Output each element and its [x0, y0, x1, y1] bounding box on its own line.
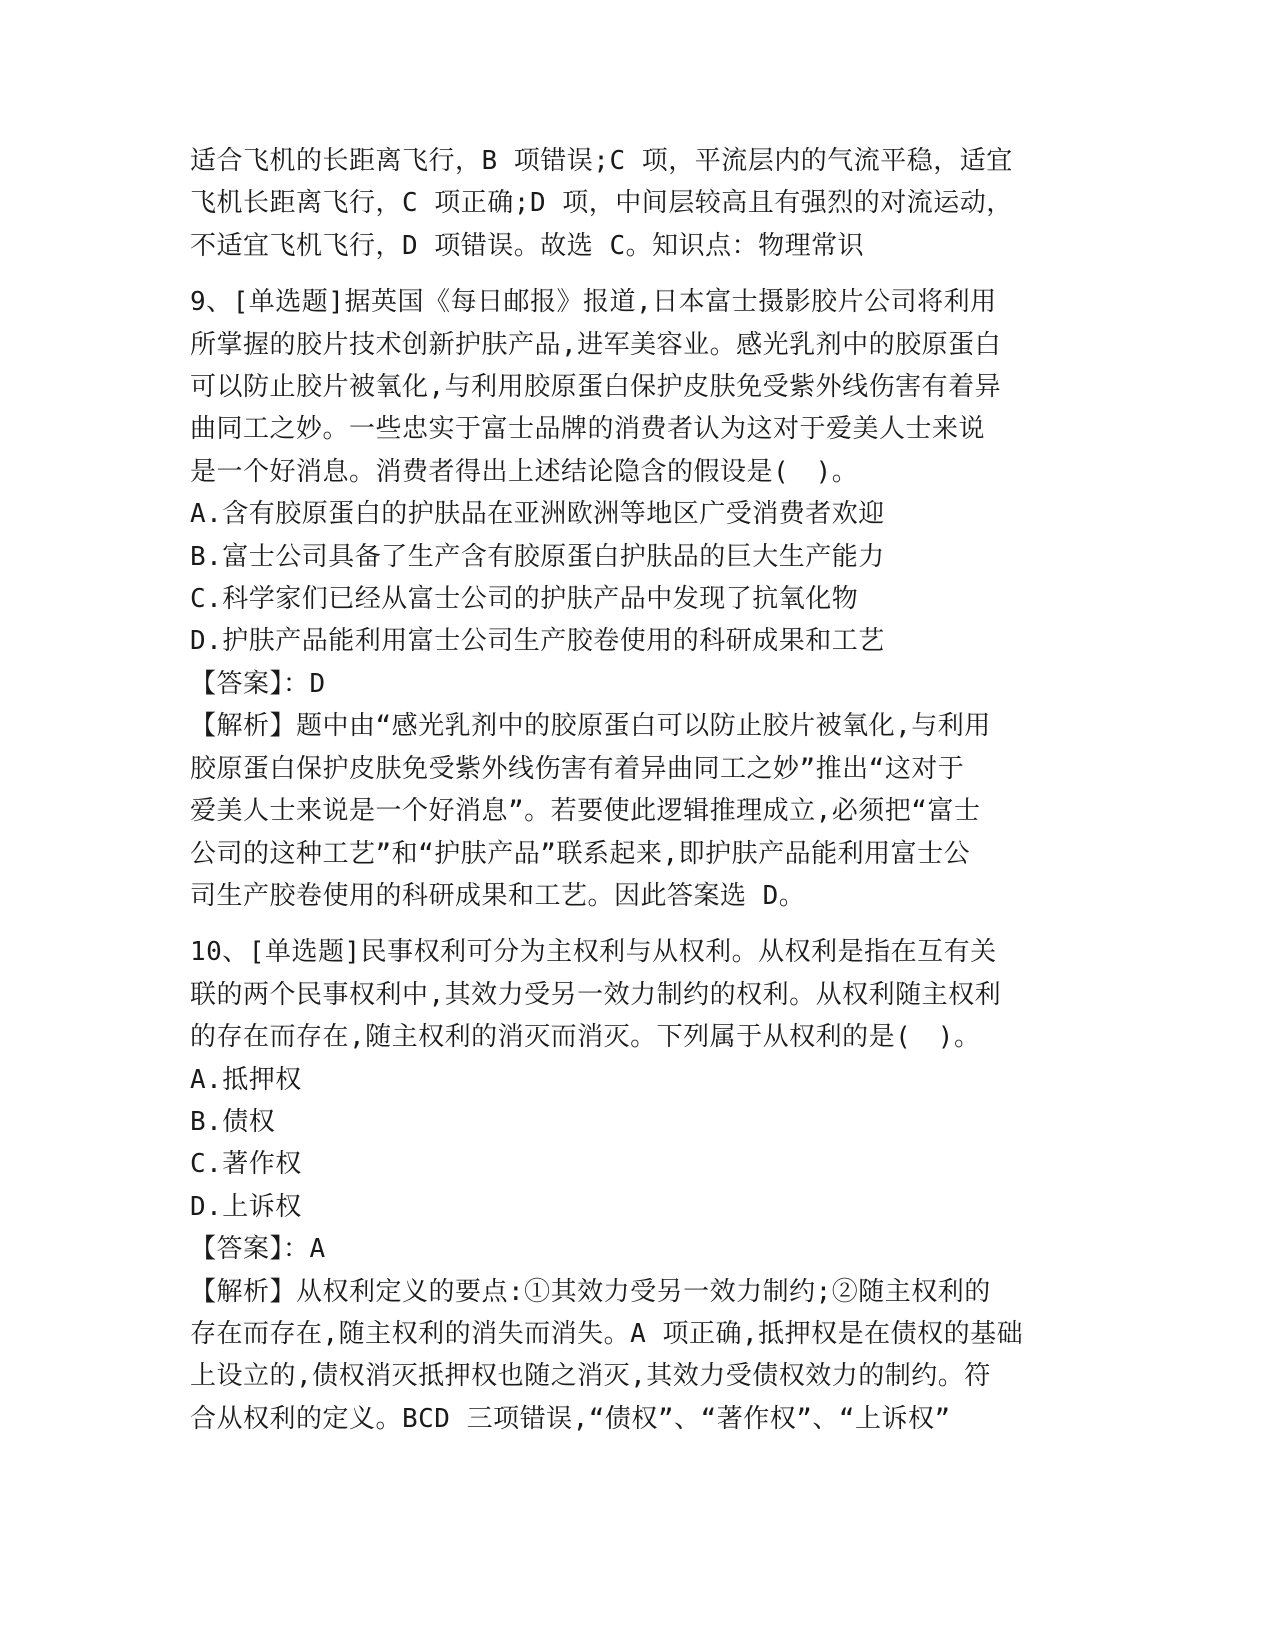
question-9	[190, 281, 1090, 917]
analysis-line: 司生产胶卷使用的科研成果和工艺。因此答案选 D。	[190, 880, 806, 911]
continuation-paragraph	[190, 140, 1090, 267]
analysis-line: 公司的这种工艺”和“护肤产品”联系起来,即护肤产品能利用富士公	[190, 838, 971, 869]
text-line: 适合飞机的长距离飞行，B 项错误;C 项，平流层内的气流平稳，适宜	[190, 146, 1013, 176]
stem-line: 所掌握的胶片技术创新护肤产品,进军美容业。感光乳剂中的胶原蛋白	[190, 329, 1002, 360]
stem-line: 可以防止胶片被氧化,与利用胶原蛋白保护皮肤免受紫外线伤害有着异	[190, 372, 1002, 403]
analysis-line: 【解析】题中由“感光乳剂中的胶原蛋白可以防止胶片被氧化,与利用	[190, 711, 991, 742]
option-b: B.债权	[190, 1106, 276, 1137]
stem-line: 是一个好消息。消费者得出上述结论隐含的假设是( )。	[190, 456, 859, 487]
option-c: C.著作权	[190, 1149, 302, 1180]
stem-line: 曲同工之妙。一些忠实于富士品牌的消费者认为这对于爱美人士来说	[190, 414, 986, 445]
options-list	[190, 1059, 1090, 1229]
option-a: A.含有胶原蛋白的护肤品在亚洲欧洲等地区广受消费者欢迎	[190, 499, 885, 530]
analysis-line: 胶原蛋白保护皮肤免受紫外线伤害有着异曲同工之妙”推出“这对于	[190, 753, 965, 784]
stem-line: 9、[单选题]据英国《每日邮报》报道,日本富士摄影胶片公司将利用	[190, 287, 997, 318]
options-list	[190, 493, 1090, 663]
analysis	[190, 1271, 1090, 1441]
analysis-line: 合从权利的定义。BCD 三项错误,“债权”、“著作权”、“上诉权”	[190, 1403, 951, 1434]
analysis-line: 存在而存在,随主权利的消失而消失。A 项正确,抵押权是在债权的基础	[190, 1318, 1024, 1349]
stem-line: 10、[单选题]民事权利可分为主权利与从权利。从权利是指在互有关	[190, 937, 997, 968]
question-stem	[190, 931, 1090, 1058]
analysis-line: 【解析】从权利定义的要点:①其效力受另一效力制约;②随主权利的	[190, 1276, 991, 1307]
spacer	[190, 267, 1090, 281]
analysis-line: 上设立的,债权消灭抵押权也随之消灭,其效力受债权效力的制约。符	[190, 1361, 991, 1392]
answer-line: 【答案】：A	[190, 1234, 326, 1265]
document-page	[190, 140, 1090, 1440]
analysis-line: 爱美人士来说是一个好消息”。若要使此逻辑推理成立,必须把“富士	[190, 796, 981, 827]
question-stem	[190, 281, 1090, 493]
answer-line: 【答案】：D	[190, 668, 326, 699]
text-line: 飞机长距离飞行，C 项正确;D 项，中间层较高且有强烈的对流运动，	[190, 188, 1013, 219]
spacer	[190, 917, 1090, 931]
question-10	[190, 931, 1090, 1440]
stem-line: 的存在而存在,随主权利的消灭而消灭。下列属于从权利的是( )。	[190, 1022, 981, 1053]
option-d: D.上诉权	[190, 1191, 302, 1222]
text-line: 不适宜飞机飞行，D 项错误。故选 C。知识点：物理常识	[190, 230, 865, 261]
option-b: B.富士公司具备了生产含有胶原蛋白护肤品的巨大生产能力	[190, 541, 885, 572]
analysis	[190, 705, 1090, 917]
option-c: C.科学家们已经从富士公司的护肤产品中发现了抗氧化物	[190, 584, 859, 615]
option-d: D.护肤产品能利用富士公司生产胶卷使用的科研成果和工艺	[190, 626, 885, 657]
option-a: A.抵押权	[190, 1064, 302, 1095]
stem-line: 联的两个民事权利中,其效力受另一效力制约的权利。从权利随主权利	[190, 979, 1002, 1010]
